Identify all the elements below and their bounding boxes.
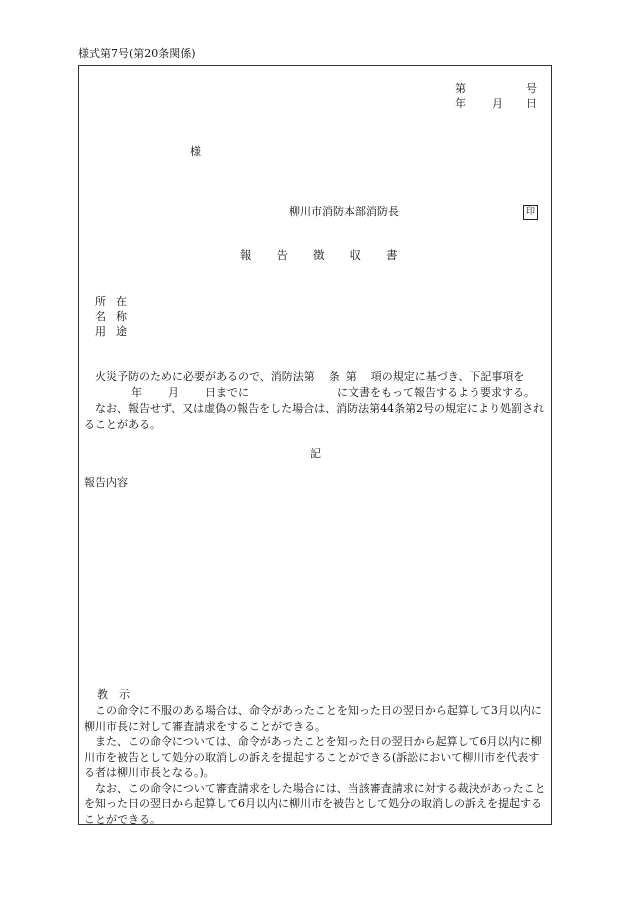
field-use [95, 325, 127, 338]
field-char: 途 [116, 325, 127, 338]
title-char: 徴 [313, 248, 325, 262]
request-line-2 [131, 386, 535, 399]
field-location [95, 295, 127, 308]
instruction-heading-char: 示 [119, 688, 130, 701]
title-char: 収 [349, 248, 361, 262]
date-month: 月 [492, 97, 503, 110]
instruction-heading [97, 688, 130, 701]
doc-title [240, 249, 398, 263]
request-text: 項の規定に基づき、下記事項を [370, 370, 525, 383]
title-char: 書 [386, 248, 398, 262]
instruction-paragraph: なお、この命令について審査請求をした場合には、当該審査請求に対する裁決があったことを知った日の翌日から起算して6月以内に柳川市を被告として処分の取消しの訴えを提起することができる。 [84, 781, 546, 826]
number-go: 号 [526, 82, 537, 95]
title-char: 報 [240, 248, 252, 262]
instruction-paragraph: また、この命令については、命令があったことを知った日の翌日から起算して6月以内に柳川市を被告として処分の取消しの訴えを提起することができる(訴訟において柳川市を代表する者は柳川市長となる。)。 [84, 735, 542, 779]
issuer-name: 柳川市消防本部消防長 [289, 205, 399, 218]
request-text: 第 [345, 370, 357, 383]
request-text: 月 [168, 386, 179, 399]
request-note-text: なお、報告せず、又は虚偽の報告をした場合は、消防法第44条第2号の規定により処罰されることがある。 [84, 402, 545, 431]
date-day: 日 [526, 97, 537, 110]
field-char: 所 [95, 295, 106, 308]
request-line-1 [95, 370, 524, 383]
field-char: 用 [95, 325, 106, 338]
seal-box [523, 204, 538, 220]
instruction-heading-char: 教 [97, 688, 108, 701]
seal-mark: 印 [523, 205, 538, 220]
field-name [95, 310, 127, 323]
number-dai: 第 [455, 82, 466, 95]
report-content-label: 報告内容 [84, 476, 128, 489]
field-char: 名 [95, 310, 106, 323]
request-text: 日までに [205, 386, 249, 399]
form-label: 様式第7号(第20条関係) [78, 47, 196, 60]
request-text: 条 [328, 370, 340, 383]
instruction-body [84, 703, 546, 827]
request-text: 年 [131, 386, 142, 399]
request-text: に文書をもって報告するよう要求する。 [337, 386, 535, 399]
addressee-suffix: 様 [190, 145, 201, 158]
field-char: 称 [116, 310, 127, 323]
instruction-paragraph: この命令に不服のある場合は、命令があったことを知った日の翌日から起算して3月以内に柳川市長に対して審査請求をすることができる。 [84, 704, 542, 733]
request-note [84, 401, 546, 432]
date-year: 年 [455, 97, 466, 110]
title-char: 告 [276, 248, 288, 262]
field-char: 在 [116, 295, 127, 308]
request-text: 火災予防のために必要があるので、消防法第 [95, 370, 315, 383]
ki-heading: 記 [310, 447, 321, 460]
